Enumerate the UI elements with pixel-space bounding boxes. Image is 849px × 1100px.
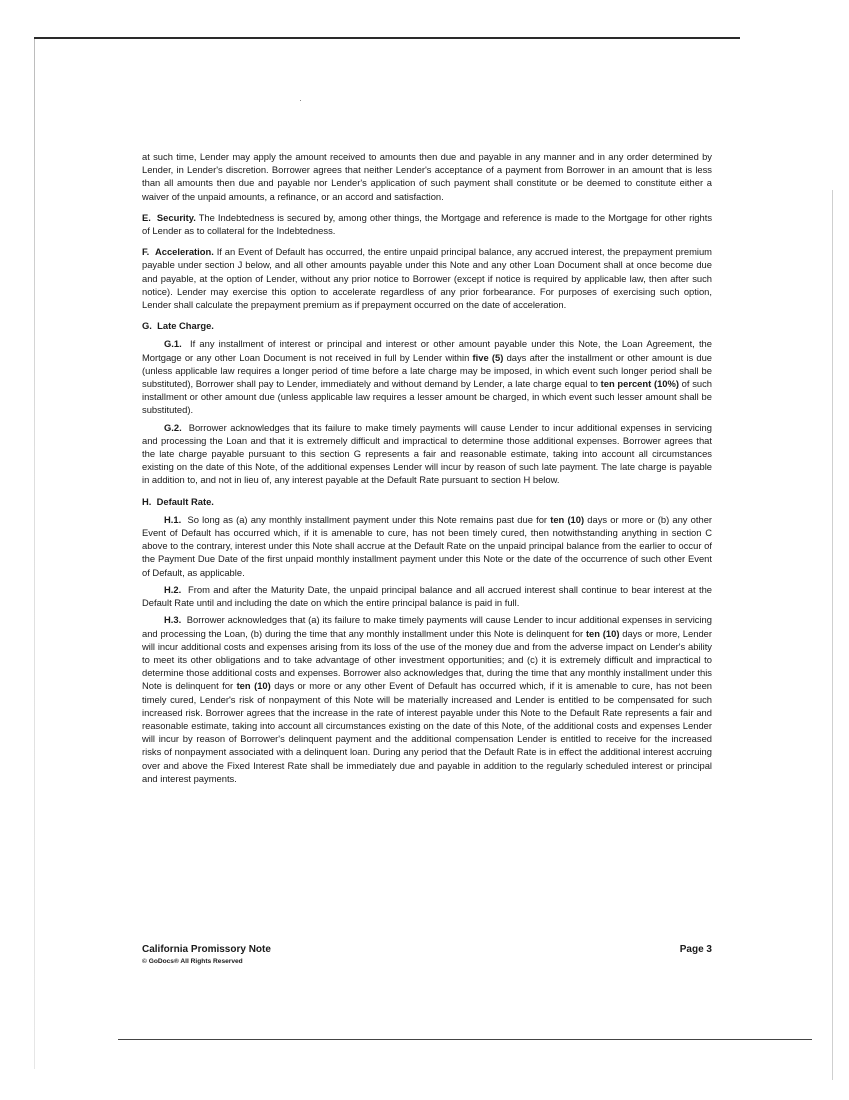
section-g1-text-a: If any installment of interest or principal and interest or other amount payable under this Note, the Loan Agreement, the Mortgage or any other Loan Document is not received in full by Lender within — [142, 338, 712, 363]
document-body — [142, 150, 712, 789]
section-g1-text-c: of such installment or other amount due (unless applicable law requires a lesser amount be charged, in which event such lesser amount shall be substituted). — [142, 378, 712, 416]
section-f-text: If an Event of Default has occurred, the entire unpaid principal balance, any accrued interest, the prepayment premium payable under section J below, and all other amounts payable under this Note and any other Loan Document shall at once become due and payable, at the option of Lender, without any prior notice to Borrower (except if notice is required by applicable law, then after such notice). Lender may exercise this option to accelerate regardless of any prior forbearance. For purposes of exercising such option, Lender shall calculate the prepayment premium as if prepayment occurred on the date of acceleration. — [142, 246, 712, 311]
footer-copyright: © GoDocs® All Rights Reserved — [142, 958, 243, 965]
section-e — [142, 211, 712, 237]
section-g1-text-b: days after the installment or other amount is due (unless applicable law requires a longer period of time before a late charge may be imposed, in which event such longer period shall be substituted), Borrower shall pay to Lender, immediately and without demand by Lender, a late charge equal to — [142, 351, 713, 390]
section-h3-bold-a: ten (10) — [585, 627, 620, 639]
section-h3-text-b: days or more, Lender will incur additional costs and expenses arising from its loss of the use of the money due and from the adverse impact on Lender's ability to meet its other obligations and to take advantage of other investment opportunities; and (c) it is extremely difficult and impractical to determine those additional costs and expenses. Borrower also acknowledges that, during the time that any monthly installment under this Note is delinquent for — [142, 627, 713, 692]
section-g1-label: G.1. — [164, 338, 182, 350]
section-h3-bold-b: ten (10) — [236, 680, 271, 692]
section-h1 — [142, 513, 712, 579]
section-h1-bold-a: ten (10) — [550, 513, 585, 525]
section-h3-text-a: Borrower acknowledges that (a) its failure to make timely payments will cause Lender to incur additional expenses in servicing and processing the Loan, (b) during the time that any monthly installment under this Note is delinquent for — [142, 614, 712, 639]
section-g-title: Late Charge. — [157, 320, 214, 332]
section-g2-label: G.2. — [164, 421, 182, 433]
section-h1-text-b: days or more or (b) any other Event of Default has occurred which, if it is amenable to cure, has not been timely cured, then notwithstanding anything in section C above to the contrary, interest under this Note shall accrue at the Default Rate on the unpaid principal balance from the earlier to occur of the Payment Due Date of the first unpaid monthly installment payment under this Note or the date of the occurrence of such other Event of Default, as applicable. — [142, 513, 713, 578]
section-h2-text: From and after the Maturity Date, the unpaid principal balance and all accrued interest shall continue to bear interest at the Default Rate until and including the date on which the entire principal balance is paid in full. — [142, 583, 713, 609]
footer-page-number: Page 3 — [679, 944, 712, 955]
scan-border-top — [34, 37, 740, 39]
section-g-heading — [142, 319, 712, 332]
section-g-letter: G. — [142, 320, 152, 332]
scan-border-right — [832, 190, 833, 1080]
scan-border-left — [34, 39, 35, 1069]
section-g1-bold-b: ten percent (10%) — [600, 378, 679, 390]
section-h1-label: H.1. — [164, 513, 182, 525]
scan-speck — [300, 100, 301, 101]
section-f-title: Acceleration. — [154, 246, 214, 258]
section-h1-text-a: So long as (a) any monthly installment payment under this Note remains past due for — [187, 513, 548, 525]
section-f — [142, 245, 712, 311]
section-f-letter: F. — [142, 246, 150, 258]
section-h-title: Default Rate. — [156, 495, 214, 507]
section-e-letter: E. — [142, 211, 151, 223]
section-h-heading — [142, 495, 712, 508]
scan-border-bottom — [118, 1039, 812, 1040]
section-g1-bold-a: five (5) — [472, 351, 504, 363]
section-h3-text-c: days or more or any other Event of Default has occurred which, if it is amenable to cure, has not been timely cured, Lender's risk of nonpayment of this Note will be materially increased and Lender is entitled to be compensated for such increased risk. Borrower agrees that the increase in the rate of interest payable under this Note to the Default Rate represents a fair and reasonable estimate, taking into account all circumstances existing on the date of this Note, of the additional costs and expenses Lender will incur by reason of Borrower's delinquent payment and the additional compensation Lender is entitled to receive for the increased risks of nonpayment associated with a delinquent loan. During any period that the Default Rate is in effect the additional interest accruing over and above the Fixed Interest Rate shall be immediately due and payable in addition to the regularly scheduled interest or principal and interest payments. — [142, 680, 713, 784]
paragraph-intro: at such time, Lender may apply the amount received to amounts then due and payable in any manner and in any order determined by Lender, in Lender's discretion. Borrower agrees that neither Lender's acceptance of a payment from Borrower in an amount that is less than all amounts then due and payable nor Lender's application of such payment shall constitute or be deemed to constitute either a waiver of the unpaid amounts, a refinance, or an accord and satisfaction. — [142, 151, 712, 202]
section-e-text: The Indebtedness is secured by, among other things, the Mortgage and reference is made to the Mortgage for other rights of Lender as to collateral for the Indebtedness. — [142, 211, 713, 237]
section-h2-label: H.2. — [164, 583, 182, 595]
section-g1 — [142, 337, 712, 416]
section-h2 — [142, 583, 712, 609]
page-footer — [142, 944, 712, 965]
section-g2-text: Borrower acknowledges that its failure to make timely payments will cause Lender to incur additional expenses in servicing and processing the Loan and that it is extremely difficult and impractical to determine those additional expenses. Borrower agrees that the late charge payable pursuant to this section G represents a fair and reasonable estimate, taking into account all circumstances existing on the date of this Note, of the additional expenses Lender will incur by reason of such late payment. The late charge is payable in addition to, and not in lieu of, any interest payable at the Default Rate pursuant to section H below. — [142, 421, 712, 486]
footer-document-title: California Promissory Note — [142, 944, 271, 955]
section-h-letter: H. — [142, 495, 152, 507]
section-h3 — [142, 613, 712, 785]
section-h3-label: H.3. — [164, 614, 182, 626]
section-g2 — [142, 421, 712, 487]
section-e-title: Security. — [156, 211, 196, 223]
